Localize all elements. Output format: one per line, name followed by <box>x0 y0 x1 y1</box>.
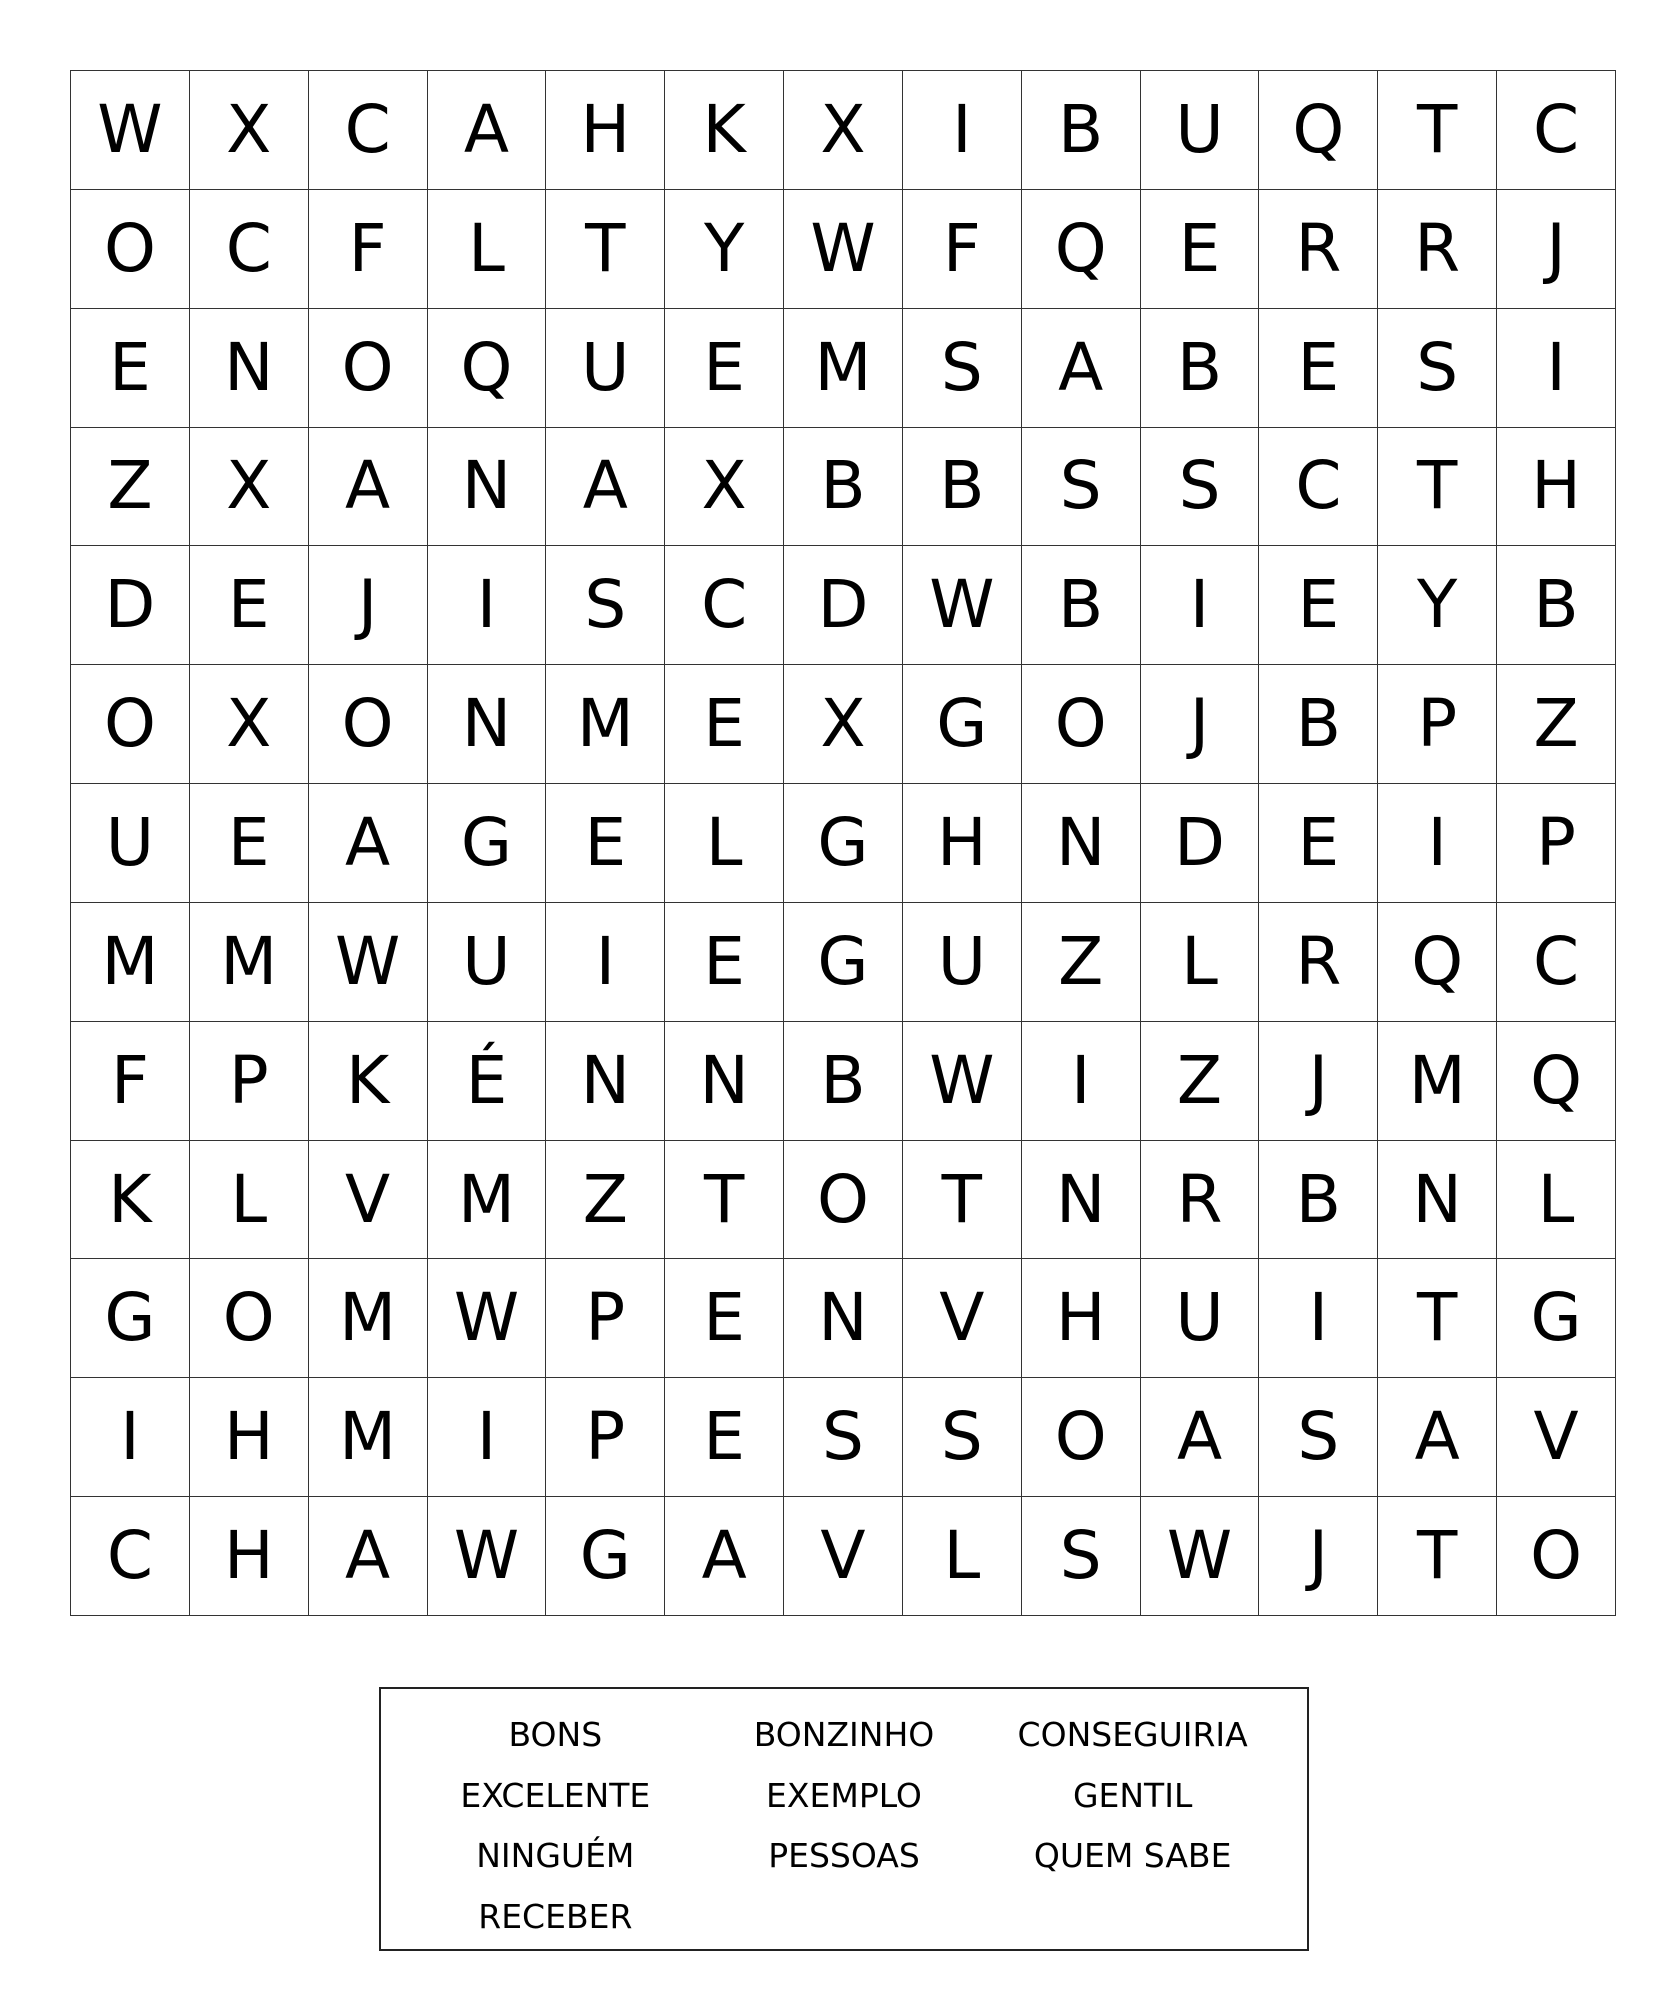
grid-cell[interactable]: P <box>1497 784 1616 903</box>
word-list-item: BONZINHO <box>753 1715 935 1754</box>
grid-cell[interactable]: X <box>784 665 903 784</box>
grid-cell[interactable]: E <box>1259 784 1378 903</box>
grid-cell[interactable]: L <box>1141 903 1260 1022</box>
grid-cell[interactable]: Y <box>1378 546 1497 665</box>
grid-cell[interactable]: W <box>1141 1497 1260 1616</box>
grid-cell[interactable]: J <box>1259 1022 1378 1141</box>
grid-cell[interactable]: N <box>1022 1141 1141 1260</box>
grid-cell[interactable]: F <box>71 1022 190 1141</box>
grid-cell[interactable]: N <box>190 309 309 428</box>
grid-cell[interactable]: O <box>1497 1497 1616 1616</box>
grid-cell[interactable]: E <box>665 309 784 428</box>
grid-cell[interactable]: V <box>1497 1378 1616 1497</box>
grid-cell[interactable]: É <box>428 1022 547 1141</box>
grid-cell[interactable]: J <box>309 546 428 665</box>
grid-cell[interactable]: G <box>428 784 547 903</box>
grid-cell[interactable]: M <box>71 903 190 1022</box>
grid-cell[interactable]: B <box>1141 309 1260 428</box>
grid-cell[interactable]: Z <box>1497 665 1616 784</box>
grid-cell[interactable]: Q <box>1497 1022 1616 1141</box>
grid-cell[interactable]: L <box>1497 1141 1616 1260</box>
grid-cell[interactable]: Q <box>1022 190 1141 309</box>
grid-cell[interactable]: G <box>546 1497 665 1616</box>
grid-cell[interactable]: O <box>71 665 190 784</box>
grid-cell[interactable]: C <box>71 1497 190 1616</box>
grid-cell[interactable]: G <box>784 903 903 1022</box>
grid-cell[interactable]: Y <box>665 190 784 309</box>
grid-cell[interactable]: T <box>1378 1259 1497 1378</box>
grid-cell[interactable]: R <box>1141 1141 1260 1260</box>
grid-cell[interactable]: N <box>546 1022 665 1141</box>
grid-cell[interactable]: W <box>903 546 1022 665</box>
grid-cell[interactable]: H <box>1022 1259 1141 1378</box>
grid-cell[interactable]: V <box>784 1497 903 1616</box>
grid-cell[interactable]: L <box>903 1497 1022 1616</box>
word-list-item: CONSEGUIRIA <box>1017 1715 1248 1754</box>
grid-cell[interactable]: U <box>903 903 1022 1022</box>
grid-cell[interactable]: T <box>546 190 665 309</box>
grid-cell[interactable]: I <box>428 1378 547 1497</box>
grid-cell[interactable]: M <box>190 903 309 1022</box>
grid-cell[interactable]: P <box>1378 665 1497 784</box>
grid-cell[interactable]: H <box>546 71 665 190</box>
grid-cell[interactable]: A <box>1378 1378 1497 1497</box>
grid-cell[interactable]: E <box>1259 546 1378 665</box>
grid-cell[interactable]: M <box>546 665 665 784</box>
grid-cell[interactable]: O <box>190 1259 309 1378</box>
grid-cell[interactable]: U <box>71 784 190 903</box>
grid-cell[interactable]: L <box>190 1141 309 1260</box>
grid-cell[interactable]: A <box>546 428 665 547</box>
grid-cell[interactable]: I <box>1141 546 1260 665</box>
grid-cell[interactable]: S <box>1378 309 1497 428</box>
grid-cell[interactable]: A <box>309 1497 428 1616</box>
grid-cell[interactable]: D <box>1141 784 1260 903</box>
grid-cell[interactable]: P <box>546 1259 665 1378</box>
grid-cell[interactable]: Z <box>1141 1022 1260 1141</box>
grid-cell[interactable]: O <box>1022 665 1141 784</box>
grid-cell[interactable]: Q <box>1259 71 1378 190</box>
grid-cell[interactable]: G <box>784 784 903 903</box>
grid-cell[interactable]: W <box>428 1259 547 1378</box>
grid-cell[interactable]: E <box>71 309 190 428</box>
grid-cell[interactable]: R <box>1378 190 1497 309</box>
grid-cell[interactable]: W <box>428 1497 547 1616</box>
grid-cell[interactable]: B <box>1022 546 1141 665</box>
word-list <box>411 1705 1277 1947</box>
grid-cell[interactable]: J <box>1259 1497 1378 1616</box>
grid-cell[interactable]: S <box>1141 428 1260 547</box>
grid-cell[interactable]: M <box>309 1378 428 1497</box>
grid-cell[interactable]: A <box>1022 309 1141 428</box>
grid-cell[interactable]: E <box>1259 309 1378 428</box>
grid-cell[interactable]: H <box>903 784 1022 903</box>
word-list-item: BONS <box>508 1715 603 1754</box>
grid-cell[interactable]: M <box>1378 1022 1497 1141</box>
grid-cell[interactable]: L <box>428 190 547 309</box>
grid-cell[interactable]: X <box>190 665 309 784</box>
grid-cell[interactable]: J <box>1497 190 1616 309</box>
grid-cell[interactable]: C <box>309 71 428 190</box>
grid-cell[interactable]: E <box>546 784 665 903</box>
grid-cell[interactable]: X <box>784 71 903 190</box>
grid-cell[interactable]: I <box>1497 309 1616 428</box>
grid-cell[interactable]: C <box>1497 71 1616 190</box>
grid-cell[interactable]: A <box>309 428 428 547</box>
grid-cell[interactable]: E <box>190 546 309 665</box>
grid-cell[interactable]: A <box>428 71 547 190</box>
grid-cell[interactable]: A <box>665 1497 784 1616</box>
word-list-item: QUEM SABE <box>1033 1836 1232 1875</box>
grid-cell[interactable]: I <box>428 546 547 665</box>
grid-cell[interactable]: V <box>903 1259 1022 1378</box>
grid-cell[interactable]: M <box>784 309 903 428</box>
grid-cell[interactable]: T <box>1378 71 1497 190</box>
grid-cell[interactable]: U <box>546 309 665 428</box>
grid-cell[interactable]: O <box>71 190 190 309</box>
grid-cell[interactable]: T <box>1378 1497 1497 1616</box>
word-list-item: NINGUÉM <box>476 1836 635 1875</box>
grid-cell[interactable]: R <box>1259 190 1378 309</box>
grid-cell[interactable]: N <box>665 1022 784 1141</box>
grid-cell[interactable]: N <box>784 1259 903 1378</box>
grid-cell[interactable]: W <box>309 903 428 1022</box>
grid-cell[interactable]: W <box>903 1022 1022 1141</box>
grid-cell[interactable]: Q <box>1378 903 1497 1022</box>
grid-cell[interactable]: E <box>665 665 784 784</box>
grid-cell[interactable]: S <box>903 1378 1022 1497</box>
grid-cell[interactable]: T <box>1378 428 1497 547</box>
grid-cell[interactable]: T <box>903 1141 1022 1260</box>
grid-cell[interactable]: O <box>309 665 428 784</box>
grid-cell[interactable]: D <box>784 546 903 665</box>
word-list-item: EXCELENTE <box>460 1775 651 1815</box>
letter-grid <box>70 70 1616 1616</box>
grid-cell[interactable]: N <box>428 428 547 547</box>
grid-cell[interactable]: D <box>71 546 190 665</box>
grid-cell[interactable]: K <box>71 1141 190 1260</box>
grid-cell[interactable]: O <box>309 309 428 428</box>
grid-cell[interactable]: E <box>665 1259 784 1378</box>
grid-cell[interactable]: B <box>784 428 903 547</box>
grid-cell[interactable]: O <box>1022 1378 1141 1497</box>
grid-cell[interactable]: E <box>665 1378 784 1497</box>
grid-cell[interactable]: Q <box>428 309 547 428</box>
grid-cell[interactable]: X <box>190 71 309 190</box>
grid-cell[interactable]: S <box>1022 428 1141 547</box>
grid-cell[interactable]: B <box>1259 665 1378 784</box>
grid-cell[interactable]: P <box>546 1378 665 1497</box>
word-list-item: RECEBER <box>478 1896 633 1936</box>
grid-cell[interactable]: U <box>428 903 547 1022</box>
grid-cell[interactable]: G <box>903 665 1022 784</box>
grid-cell[interactable]: Z <box>546 1141 665 1260</box>
grid-cell[interactable]: C <box>1497 903 1616 1022</box>
grid-cell[interactable]: M <box>428 1141 547 1260</box>
grid-cell[interactable]: E <box>190 784 309 903</box>
grid-cell[interactable]: N <box>1022 784 1141 903</box>
grid-cell[interactable]: B <box>784 1022 903 1141</box>
grid-cell[interactable]: K <box>309 1022 428 1141</box>
grid-cell[interactable]: X <box>665 428 784 547</box>
word-bank <box>379 1687 1309 1951</box>
grid-cell[interactable]: S <box>784 1378 903 1497</box>
grid-cell[interactable]: I <box>1378 784 1497 903</box>
grid-cell[interactable]: G <box>1497 1259 1616 1378</box>
grid-cell[interactable]: E <box>1141 190 1260 309</box>
grid-cell[interactable]: F <box>903 190 1022 309</box>
grid-cell[interactable]: P <box>190 1022 309 1141</box>
grid-cell[interactable]: B <box>1497 546 1616 665</box>
grid-cell[interactable]: Z <box>71 428 190 547</box>
grid-cell[interactable]: I <box>1022 1022 1141 1141</box>
grid-cell[interactable]: R <box>1259 903 1378 1022</box>
grid-cell[interactable]: A <box>1141 1378 1260 1497</box>
grid-cell[interactable]: B <box>1022 71 1141 190</box>
grid-cell[interactable]: O <box>784 1141 903 1260</box>
grid-cell[interactable]: I <box>903 71 1022 190</box>
grid-cell[interactable]: X <box>190 428 309 547</box>
grid-cell[interactable]: T <box>665 1141 784 1260</box>
grid-cell[interactable]: S <box>1022 1497 1141 1616</box>
grid-cell[interactable]: I <box>1259 1259 1378 1378</box>
grid-cell[interactable]: N <box>428 665 547 784</box>
grid-cell[interactable]: L <box>665 784 784 903</box>
grid-cell[interactable]: U <box>1141 1259 1260 1378</box>
grid-cell[interactable]: I <box>546 903 665 1022</box>
grid-cell[interactable]: H <box>1497 428 1616 547</box>
grid-cell[interactable]: M <box>309 1259 428 1378</box>
word-list-item: EXEMPLO <box>766 1775 922 1815</box>
grid-cell[interactable]: V <box>309 1141 428 1260</box>
grid-cell[interactable]: U <box>1141 71 1260 190</box>
word-list-item: GENTIL <box>1072 1775 1193 1815</box>
grid-cell[interactable]: C <box>190 190 309 309</box>
grid-cell[interactable]: E <box>665 903 784 1022</box>
word-list-item: PESSOAS <box>768 1836 920 1875</box>
grid-cell[interactable]: F <box>309 190 428 309</box>
grid-cell[interactable]: S <box>903 309 1022 428</box>
grid-cell[interactable]: I <box>71 1378 190 1497</box>
grid-cell[interactable]: C <box>665 546 784 665</box>
grid-cell[interactable]: W <box>784 190 903 309</box>
grid-cell[interactable]: S <box>546 546 665 665</box>
grid-cell[interactable]: B <box>903 428 1022 547</box>
grid-cell[interactable]: S <box>1259 1378 1378 1497</box>
grid-cell[interactable]: J <box>1141 665 1260 784</box>
grid-cell[interactable]: N <box>1378 1141 1497 1260</box>
grid-cell[interactable]: A <box>309 784 428 903</box>
grid-cell[interactable]: H <box>190 1497 309 1616</box>
grid-cell[interactable]: B <box>1259 1141 1378 1260</box>
grid-cell[interactable]: G <box>71 1259 190 1378</box>
grid-cell[interactable]: C <box>1259 428 1378 547</box>
grid-cell[interactable]: Z <box>1022 903 1141 1022</box>
grid-cell[interactable]: W <box>71 71 190 190</box>
grid-cell[interactable]: K <box>665 71 784 190</box>
grid-cell[interactable]: H <box>190 1378 309 1497</box>
